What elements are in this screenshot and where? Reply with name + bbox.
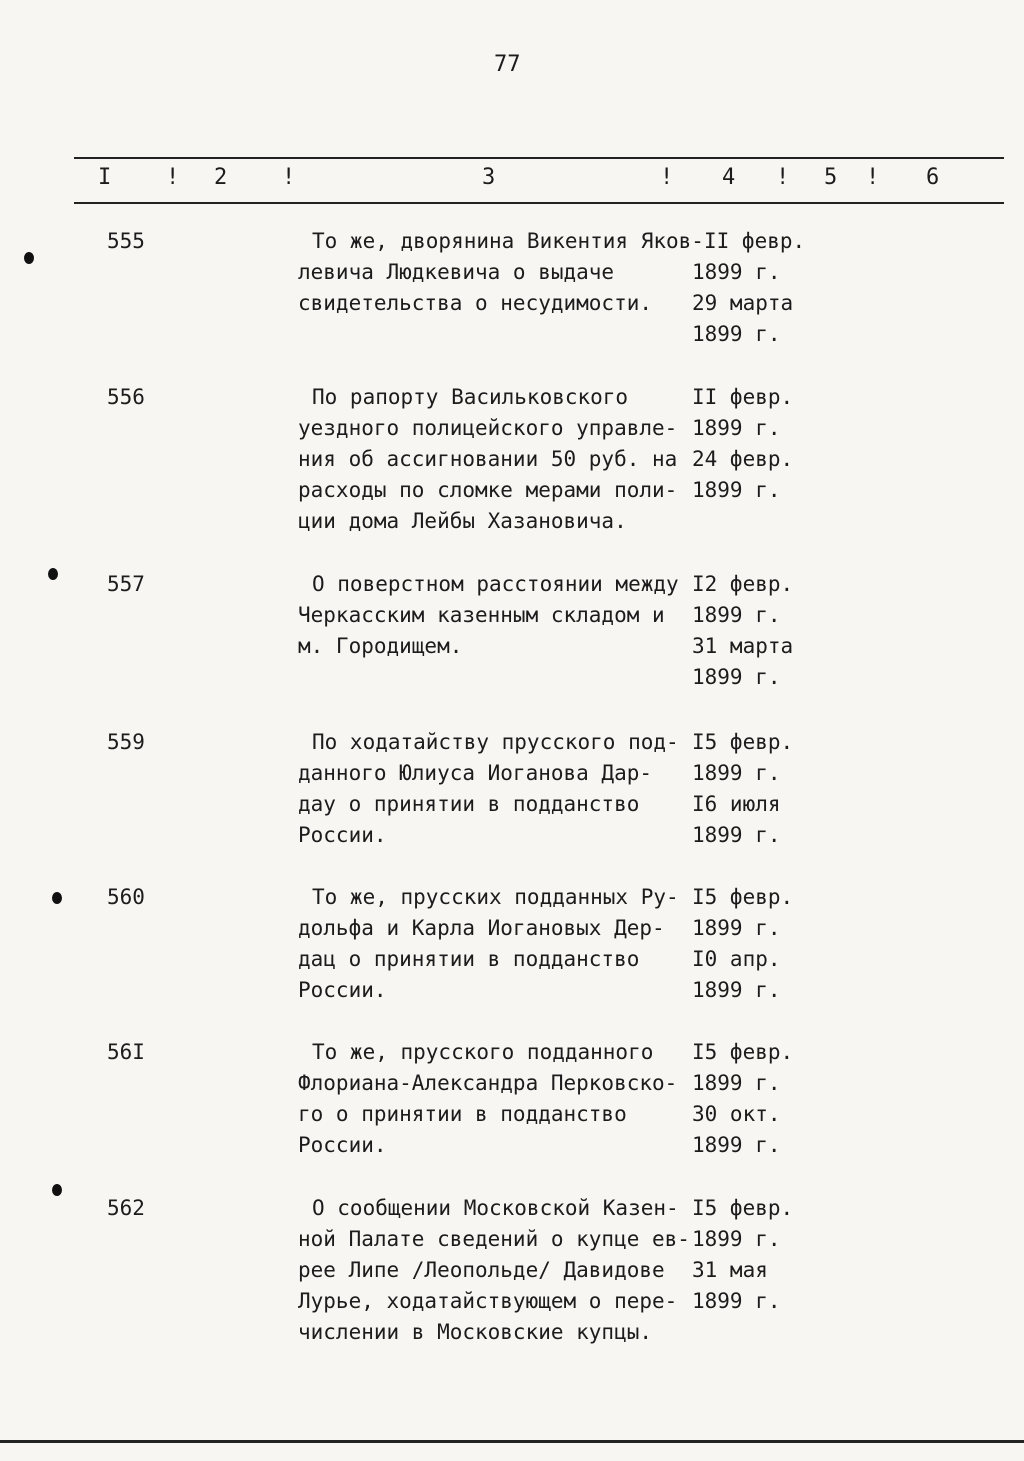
date-line: 24 февр.: [692, 447, 794, 471]
entry-description: [298, 226, 704, 319]
date-line: I5 февр.: [692, 730, 794, 754]
description-line: Флориана-Александра Перковско-: [298, 1071, 678, 1095]
table-top-rule: [74, 157, 1004, 159]
column-header-2: 2: [214, 165, 228, 190]
description-line: России.: [298, 1133, 387, 1157]
column-separator: !: [660, 165, 674, 190]
date-line: I0 апр.: [692, 947, 781, 971]
column-header-1: I: [98, 165, 112, 190]
entry-dates: [692, 226, 844, 350]
description-line: ния об ассигновании 50 руб. на: [298, 447, 678, 471]
date-line: I5 февр.: [692, 1196, 794, 1220]
description-line: уездного полицейского управле-: [298, 416, 678, 440]
entry-description: [298, 882, 698, 1006]
column-separator: !: [776, 165, 790, 190]
date-line: II февр.: [704, 229, 806, 253]
date-line: 29 марта: [692, 291, 794, 315]
entry-dates: [692, 1193, 832, 1317]
entry-dates: [692, 727, 832, 851]
date-line: 1899 г.: [692, 978, 781, 1002]
description-line: расходы по сломке мерами поли-: [298, 478, 678, 502]
description-line: го о принятии в подданство: [298, 1102, 627, 1126]
description-line: свидетельства о несудимости.: [298, 291, 653, 315]
description-line: Черкасским казенным складом и: [298, 603, 665, 627]
date-line: 1899 г.: [692, 260, 781, 284]
entry-number: 557: [107, 572, 145, 596]
date-line: 1899 г.: [692, 916, 781, 940]
date-line: 1899 г.: [692, 478, 781, 502]
entry-dates: [692, 1037, 832, 1161]
date-line: I5 февр.: [692, 1040, 794, 1064]
entry-description: [298, 1037, 698, 1161]
description-line: По ходатайству прусского под-: [312, 730, 679, 754]
entry-number: 556: [107, 385, 145, 409]
column-header-6: 6: [926, 165, 940, 190]
date-line: 1899 г.: [692, 1133, 781, 1157]
date-line: 1899 г.: [692, 416, 781, 440]
description-line: м. Городищем.: [298, 634, 463, 658]
date-line: 1899 г.: [692, 1227, 781, 1251]
description-line: ции дома Лейбы Хазановича.: [298, 509, 627, 533]
entry-description: [298, 1193, 698, 1348]
entry-dates: [692, 882, 832, 1006]
column-header-3: 3: [482, 165, 496, 190]
entry-dates: [692, 569, 832, 693]
description-line: Лурье, ходатайствующем о пере-: [298, 1289, 678, 1313]
page-number: 77: [494, 52, 521, 77]
date-line: 1899 г.: [692, 665, 781, 689]
date-line: II февр.: [692, 385, 794, 409]
entry-number: 562: [107, 1196, 145, 1220]
entry-description: [298, 382, 698, 537]
description-line: То же, прусских подданных Ру-: [312, 885, 679, 909]
date-line: 1899 г.: [692, 761, 781, 785]
table-row: [0, 882, 1024, 1012]
description-line: числении в Московские купцы.: [298, 1320, 653, 1344]
description-line: О сообщении Московской Казен-: [312, 1196, 679, 1220]
table-row: [0, 226, 1024, 356]
entry-number: 559: [107, 730, 145, 754]
description-line: По рапорту Васильковского: [312, 385, 629, 409]
entry-number: 560: [107, 885, 145, 909]
date-line: 1899 г.: [692, 1289, 781, 1313]
date-line: I2 февр.: [692, 572, 794, 596]
column-header-4: 4: [722, 165, 736, 190]
punch-hole-mark: [52, 1184, 62, 1196]
column-separator: !: [282, 165, 296, 190]
description-line: То же, прусского подданного: [312, 1040, 654, 1064]
description-line: данного Юлиуса Иоганова Дар-: [298, 761, 653, 785]
column-separator: !: [166, 165, 180, 190]
entry-number: 555: [107, 229, 145, 253]
table-row: [0, 1037, 1024, 1167]
description-line: рее Липе /Леопольде/ Давидове: [298, 1258, 665, 1282]
entry-description: [298, 569, 698, 662]
date-line: I6 июля: [692, 792, 781, 816]
punch-hole-mark: [52, 892, 62, 904]
description-line: левича Людкевича о выдаче: [298, 260, 615, 284]
table-row: [0, 727, 1024, 857]
entry-description: [298, 727, 698, 851]
date-line: 1899 г.: [692, 322, 781, 346]
punch-hole-mark: [24, 252, 34, 264]
column-separator: !: [866, 165, 880, 190]
date-line: I5 февр.: [692, 885, 794, 909]
date-line: 1899 г.: [692, 603, 781, 627]
date-line: 1899 г.: [692, 823, 781, 847]
description-line: дау о принятии в подданство: [298, 792, 640, 816]
page-bottom-rule: [0, 1440, 1024, 1443]
entry-dates: [692, 382, 832, 506]
description-line: России.: [298, 823, 387, 847]
table-row: [0, 1193, 1024, 1353]
column-header-5: 5: [824, 165, 838, 190]
description-line: России.: [298, 978, 387, 1002]
description-line: То же, дворянина Викентия Яков-: [312, 229, 704, 253]
description-line: дольфа и Карла Иогановых Дер-: [298, 916, 665, 940]
date-line: 31 марта: [692, 634, 794, 658]
description-line: ной Палате сведений о купце ев-: [298, 1227, 690, 1251]
date-line: 31 мая: [692, 1258, 768, 1282]
description-line: дац о принятии в подданство: [298, 947, 640, 971]
entry-number: 56I: [107, 1040, 145, 1064]
date-line: 30 окт.: [692, 1102, 781, 1126]
table-row: [0, 569, 1024, 699]
punch-hole-mark: [48, 568, 58, 580]
description-line: О поверстном расстоянии между: [312, 572, 679, 596]
date-line: 1899 г.: [692, 1071, 781, 1095]
table-row: [0, 382, 1024, 542]
header-bottom-rule: [74, 202, 1004, 204]
